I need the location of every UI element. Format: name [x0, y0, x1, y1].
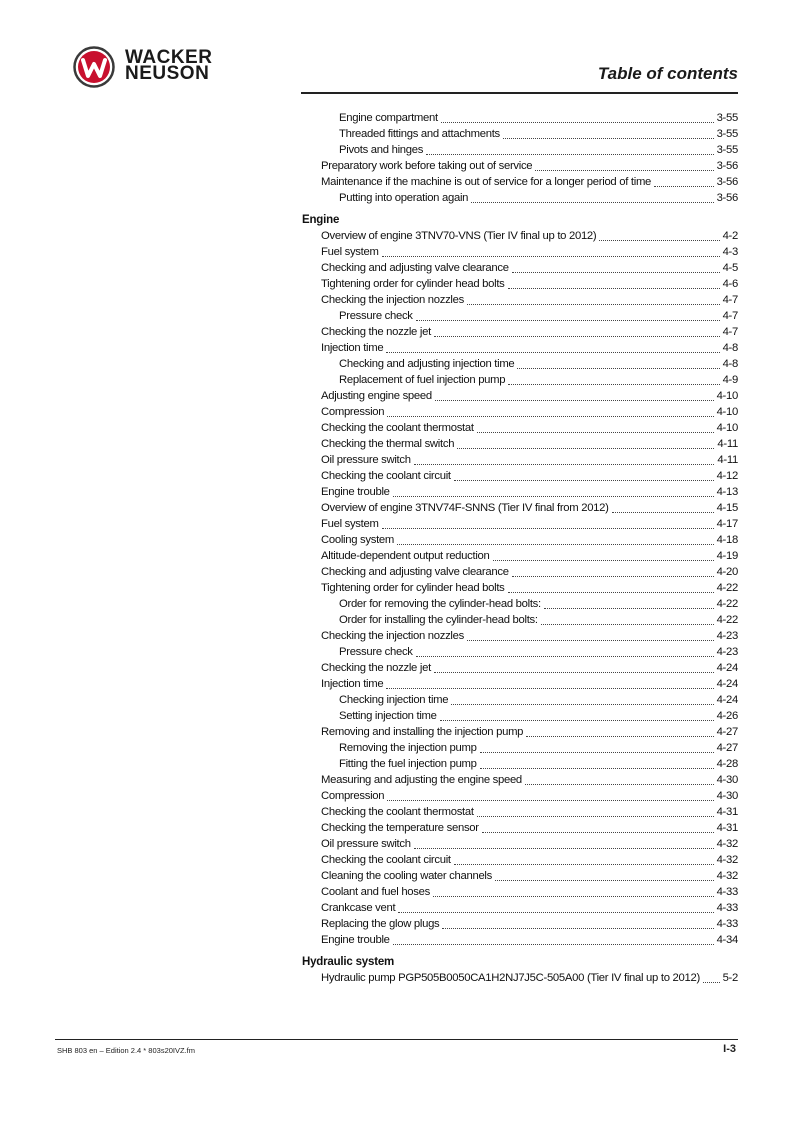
toc-entry-title: Checking the nozzle jet [321, 662, 431, 674]
toc-entry[interactable] [302, 110, 738, 126]
toc-entry[interactable] [302, 596, 738, 612]
toc-entry-title: Measuring and adjusting the engine speed [321, 774, 522, 786]
toc-entry-title: Checking the coolant circuit [321, 854, 451, 866]
toc-dot-leader [387, 406, 713, 417]
toc-dot-leader [477, 422, 714, 433]
toc-entry-title: Oil pressure switch [321, 454, 411, 466]
header-divider [301, 92, 738, 94]
toc-entry[interactable] [302, 142, 738, 158]
toc-dot-leader [471, 192, 713, 203]
toc-entry-title: Checking the coolant thermostat [321, 422, 474, 434]
toc-entry[interactable] [302, 516, 738, 532]
toc-entry-page: 4-7 [722, 294, 738, 306]
toc-entry-page: 4-5 [722, 262, 738, 274]
toc-entry-page: 3-56 [716, 160, 738, 172]
toc-entry[interactable] [302, 628, 738, 644]
toc-entry[interactable] [302, 468, 738, 484]
toc-entry-title: Checking and adjusting injection time [339, 358, 515, 370]
toc-entry-page: 4-30 [716, 790, 738, 802]
toc-entry-page: 4-31 [716, 822, 738, 834]
toc-entry-title: Tightening order for cylinder head bolts [321, 278, 505, 290]
toc-dot-leader [382, 246, 720, 257]
toc-entry[interactable] [302, 676, 738, 692]
toc-entry[interactable] [302, 724, 738, 740]
toc-entry-title: Removing and installing the injection pump [321, 726, 524, 738]
toc-dot-leader [434, 326, 720, 337]
toc-entry-page: 4-19 [716, 550, 738, 562]
toc-entry-page: 3-56 [716, 176, 738, 188]
toc-dot-leader [426, 144, 713, 155]
toc-dot-leader [442, 918, 713, 929]
toc-entry-title: Checking the coolant thermostat [321, 806, 474, 818]
toc-dot-leader [512, 566, 714, 577]
toc-entry-title: Overview of engine 3TNV70-VNS (Tier IV final up to 2012) [321, 230, 597, 242]
toc-entry-page: 4-17 [716, 518, 738, 530]
toc-entry-page: 4-7 [722, 310, 738, 322]
toc-entry-page: 4-9 [722, 374, 738, 386]
toc-hydraulic-entries [302, 970, 738, 986]
toc-entry[interactable] [302, 884, 738, 900]
toc-dot-leader [508, 374, 719, 385]
toc-entry-page: 5-2 [722, 972, 738, 984]
toc-entry-page: 4-10 [716, 422, 738, 434]
toc-entry[interactable] [302, 436, 738, 452]
toc-entry-title: Pressure check [339, 310, 413, 322]
toc-entry[interactable] [302, 404, 738, 420]
toc-entry-page: 4-27 [716, 726, 738, 738]
toc-entry-page: 4-32 [716, 870, 738, 882]
toc-entry[interactable] [302, 612, 738, 628]
toc-dot-leader [397, 534, 714, 545]
toc-entry[interactable] [302, 644, 738, 660]
toc-entry-page: 4-26 [716, 710, 738, 722]
toc-entry-page: 4-8 [722, 342, 738, 354]
toc-entry-title: Putting into operation again [339, 192, 469, 204]
toc-entry[interactable] [302, 852, 738, 868]
toc-entry[interactable] [302, 868, 738, 884]
toc-entry[interactable] [302, 276, 738, 292]
toc-dot-leader [434, 662, 714, 673]
toc-dot-leader [386, 342, 719, 353]
toc-entry-title: Fuel system [321, 518, 379, 530]
page-title: Table of contents [597, 64, 738, 83]
toc-entry-page: 4-22 [716, 582, 738, 594]
toc-entry-title: Crankcase vent [321, 902, 396, 914]
toc-dot-leader [703, 972, 720, 983]
toc-entry-title: Tightening order for cylinder head bolts [321, 582, 505, 594]
toc-dot-leader [477, 806, 714, 817]
logo-line-1: WACKER [125, 47, 213, 68]
toc-entry[interactable] [302, 228, 738, 244]
toc-dot-leader [393, 486, 714, 497]
toc-entry[interactable] [302, 692, 738, 708]
toc-entry[interactable] [302, 932, 738, 948]
toc-dot-leader [493, 550, 714, 561]
toc-entry-page: 4-24 [716, 694, 738, 706]
toc-entry-title: Compression [321, 790, 385, 802]
toc-entry-title: Checking the nozzle jet [321, 326, 431, 338]
toc-entry-title: Altitude-dependent output reduction [321, 550, 490, 562]
toc-entry[interactable] [302, 484, 738, 500]
toc-dot-leader [525, 774, 714, 785]
toc-dot-leader [451, 694, 713, 705]
toc-dot-leader [480, 758, 714, 769]
toc-dot-leader [517, 358, 719, 369]
toc-dot-leader [541, 614, 714, 625]
toc-entry-page: 4-23 [716, 646, 738, 658]
toc-dot-leader [599, 230, 719, 241]
toc-entry[interactable] [302, 970, 738, 986]
toc-entry[interactable] [302, 190, 738, 206]
toc-entry-title: Checking the thermal switch [321, 438, 455, 450]
toc-entry-page: 4-20 [716, 566, 738, 578]
toc-dot-leader [612, 502, 714, 513]
toc-entry-page: 4-12 [716, 470, 738, 482]
toc-entry[interactable] [302, 916, 738, 932]
toc-dot-leader [386, 678, 713, 689]
toc-entry[interactable] [302, 548, 738, 564]
toc-entry[interactable] [302, 324, 738, 340]
toc-dot-leader [416, 310, 720, 321]
toc-entry-title: Replacing the glow plugs [321, 918, 440, 930]
toc-entry-page: 4-18 [716, 534, 738, 546]
toc-dot-leader [508, 278, 720, 289]
toc-dot-leader [416, 646, 714, 657]
toc-entry[interactable] [302, 340, 738, 356]
toc-dot-leader [393, 934, 714, 945]
toc-entry[interactable] [302, 580, 738, 596]
toc-entry[interactable] [302, 174, 738, 190]
toc-dot-leader [398, 902, 713, 913]
table-of-contents [302, 110, 738, 986]
toc-dot-leader [440, 710, 714, 721]
toc-entry[interactable] [302, 260, 738, 276]
toc-entry-page: 4-32 [716, 854, 738, 866]
toc-dot-leader [387, 790, 713, 801]
toc-entry[interactable] [302, 158, 738, 174]
toc-entry-title: Checking the coolant circuit [321, 470, 451, 482]
footer-edition: SHB 803 en – Edition 2.4 * 803s20IVZ.fm [57, 1046, 195, 1055]
toc-entry[interactable] [302, 388, 738, 404]
toc-dot-leader [512, 262, 720, 273]
toc-entry-title: Pivots and hinges [339, 144, 424, 156]
toc-entry[interactable] [302, 900, 738, 916]
toc-entry-page: 4-3 [722, 246, 738, 258]
toc-entry-title: Coolant and fuel hoses [321, 886, 430, 898]
toc-entry-page: 4-11 [717, 454, 738, 466]
toc-entry-page: 4-24 [716, 662, 738, 674]
toc-entry[interactable] [302, 820, 738, 836]
logo-line-2: NEUSON [125, 63, 210, 84]
toc-dot-leader [654, 176, 714, 187]
toc-entry-title: Oil pressure switch [321, 838, 411, 850]
toc-entry-page: 3-55 [716, 112, 738, 124]
toc-entry-page: 4-6 [722, 278, 738, 290]
toc-entry-title: Removing the injection pump [339, 742, 477, 754]
toc-entry-title: Setting injection time [339, 710, 437, 722]
wacker-neuson-w-icon [73, 46, 115, 88]
toc-dot-leader [382, 518, 714, 529]
toc-engine-entries [302, 228, 738, 948]
toc-dot-leader [454, 470, 714, 481]
toc-dot-leader [508, 582, 714, 593]
toc-dot-leader [467, 630, 714, 641]
toc-dot-leader [433, 886, 714, 897]
toc-dot-leader [535, 160, 713, 171]
toc-entry-page: 3-56 [716, 192, 738, 204]
toc-entry-title: Fitting the fuel injection pump [339, 758, 477, 770]
toc-entry-page: 4-33 [716, 886, 738, 898]
toc-entry-page: 4-22 [716, 598, 738, 610]
toc-entry[interactable] [302, 356, 738, 372]
toc-entry[interactable] [302, 660, 738, 676]
footer-page-number: I-3 [723, 1043, 736, 1055]
toc-continued-entries [302, 110, 738, 206]
toc-entry-title: Preparatory work before taking out of service [321, 160, 533, 172]
toc-entry-title: Checking injection time [339, 694, 449, 706]
footer-divider [55, 1039, 738, 1040]
logo-wordmark [125, 47, 213, 84]
toc-entry[interactable] [302, 756, 738, 772]
toc-entry-page: 4-10 [716, 406, 738, 418]
toc-dot-leader [441, 112, 714, 123]
toc-dot-leader [544, 598, 714, 609]
toc-entry-page: 4-2 [722, 230, 738, 242]
toc-entry-title: Engine compartment [339, 112, 438, 124]
toc-entry[interactable] [302, 708, 738, 724]
toc-entry-title: Maintenance if the machine is out of service for a longer period of time [321, 176, 652, 188]
toc-entry[interactable] [302, 532, 738, 548]
toc-dot-leader [480, 742, 714, 753]
toc-dot-leader [435, 390, 714, 401]
toc-entry-title: Compression [321, 406, 385, 418]
section-heading-hydraulic[interactable]: Hydraulic system [302, 956, 395, 968]
toc-entry-page: 4-31 [716, 806, 738, 818]
toc-entry-page: 4-15 [716, 502, 738, 514]
toc-dot-leader [457, 438, 714, 449]
toc-entry[interactable] [302, 772, 738, 788]
toc-entry[interactable] [302, 788, 738, 804]
toc-entry-title: Hydraulic pump PGP505B0050CA1H2NJ7J5C-505A00 (Tier IV final up to 2012) [321, 972, 700, 984]
toc-entry-page: 4-33 [716, 902, 738, 914]
toc-entry-page: 4-13 [716, 486, 738, 498]
toc-entry-page: 4-22 [716, 614, 738, 626]
toc-entry-title: Injection time [321, 342, 384, 354]
toc-dot-leader [526, 726, 713, 737]
toc-entry[interactable] [302, 126, 738, 142]
toc-dot-leader [482, 822, 714, 833]
toc-entry[interactable] [302, 836, 738, 852]
toc-entry[interactable] [302, 292, 738, 308]
toc-dot-leader [454, 854, 714, 865]
toc-entry-title: Engine trouble [321, 486, 390, 498]
toc-entry[interactable] [302, 420, 738, 436]
toc-entry-page: 4-27 [716, 742, 738, 754]
toc-entry-title: Checking the injection nozzles [321, 630, 464, 642]
toc-entry-title: Engine trouble [321, 934, 390, 946]
toc-entry-title: Order for installing the cylinder-head bolts: [339, 614, 538, 626]
toc-entry-title: Pressure check [339, 646, 413, 658]
toc-entry-page: 4-11 [717, 438, 738, 450]
toc-entry-page: 4-7 [722, 326, 738, 338]
toc-entry[interactable] [302, 452, 738, 468]
toc-entry-page: 4-34 [716, 934, 738, 946]
toc-entry-title: Fuel system [321, 246, 379, 258]
toc-entry-page: 4-33 [716, 918, 738, 930]
toc-entry-page: 3-55 [716, 144, 738, 156]
toc-entry[interactable] [302, 500, 738, 516]
toc-entry-title: Checking and adjusting valve clearance [321, 566, 509, 578]
toc-entry-page: 4-30 [716, 774, 738, 786]
toc-entry-title: Adjusting engine speed [321, 390, 432, 402]
section-heading-engine[interactable]: Engine [302, 214, 340, 226]
toc-entry-title: Order for removing the cylinder-head bolts: [339, 598, 541, 610]
toc-entry-title: Checking and adjusting valve clearance [321, 262, 509, 274]
toc-entry[interactable] [302, 244, 738, 260]
toc-entry[interactable] [302, 372, 738, 388]
toc-entry-title: Cooling system [321, 534, 395, 546]
toc-entry[interactable] [302, 804, 738, 820]
toc-entry-page: 3-55 [716, 128, 738, 140]
toc-dot-leader [414, 454, 715, 465]
toc-entry-title: Checking the injection nozzles [321, 294, 464, 306]
wacker-neuson-logo [73, 46, 243, 88]
toc-entry-title: Checking the temperature sensor [321, 822, 479, 834]
toc-entry-title: Replacement of fuel injection pump [339, 374, 506, 386]
toc-entry-page: 4-23 [716, 630, 738, 642]
toc-dot-leader [503, 128, 714, 139]
toc-entry[interactable] [302, 564, 738, 580]
toc-entry-page: 4-32 [716, 838, 738, 850]
toc-dot-leader [495, 870, 714, 881]
toc-entry-title: Cleaning the cooling water channels [321, 870, 492, 882]
toc-entry-page: 4-24 [716, 678, 738, 690]
toc-entry-title: Overview of engine 3TNV74F-SNNS (Tier IV final from 2012) [321, 502, 609, 514]
toc-entry-page: 4-28 [716, 758, 738, 770]
toc-dot-leader [414, 838, 714, 849]
toc-entry-title: Injection time [321, 678, 384, 690]
toc-entry-title: Threaded fittings and attachments [339, 128, 500, 140]
toc-entry[interactable] [302, 740, 738, 756]
toc-entry[interactable] [302, 308, 738, 324]
toc-entry-page: 4-10 [716, 390, 738, 402]
toc-dot-leader [467, 294, 720, 305]
toc-entry-page: 4-8 [722, 358, 738, 370]
